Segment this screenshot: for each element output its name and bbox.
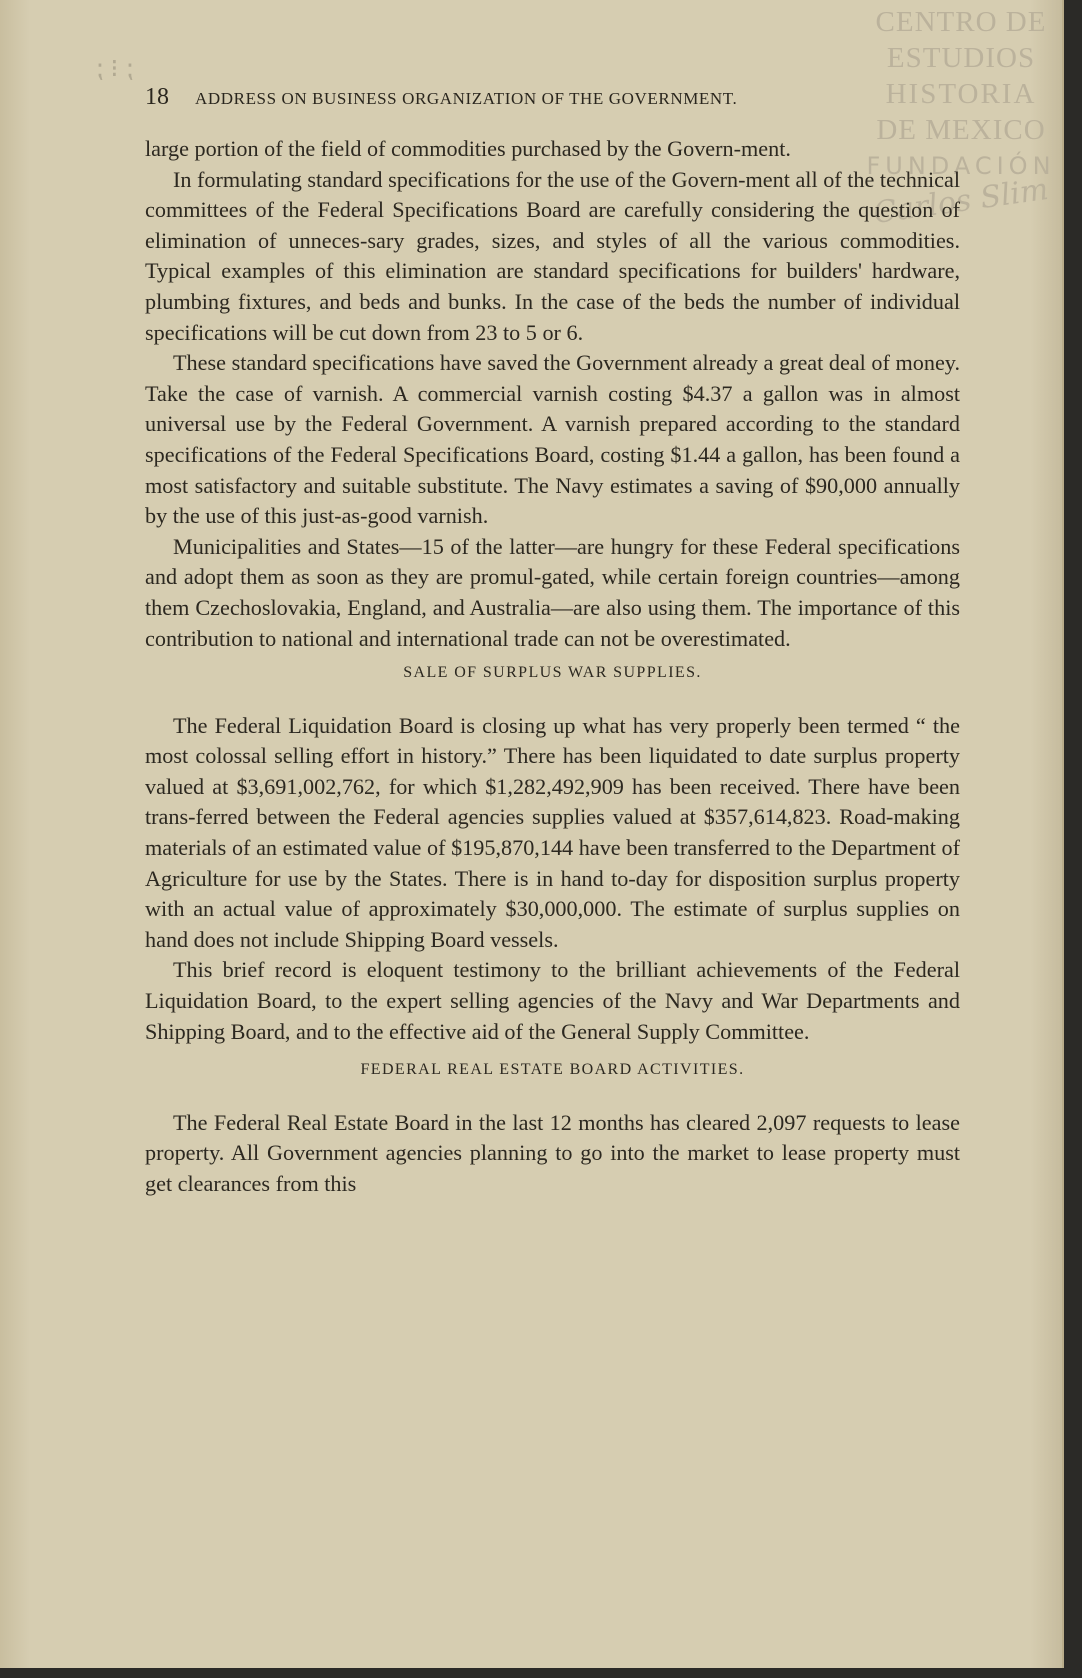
watermark-signature: Carlos Slim bbox=[871, 171, 1051, 232]
watermark-line-1: CENTRO DE bbox=[875, 6, 1047, 38]
page-body bbox=[145, 134, 960, 1200]
margin-marks: ⁏ ⁝ ⁏ bbox=[95, 54, 134, 83]
paragraph-continued: large portion of the field of commodities purchased by the Govern-ment. bbox=[145, 136, 791, 161]
watermark-line-5: FUNDACIÓN bbox=[866, 152, 1056, 180]
section-heading-surplus-supplies: SALE OF SURPLUS WAR SUPPLIES. bbox=[403, 664, 702, 682]
paragraph-varnish-savings: These standard specifications have saved the Government already a great deal of money. Take the case of varnish. A commercial varnish costing $4.37 a gallon was in almost universal use by the Federal Government. A varnish prepared according to the standard specifications of the Federal Specifications Board, costing $1.44 a gallon, has been found a most satisfactory and suitable substitute. The Navy estimates a saving of $90,000 annually by the use of this just-as-good varnish. bbox=[145, 350, 960, 529]
page-number: 18 bbox=[145, 84, 169, 110]
section-heading-real-estate-board: FEDERAL REAL ESTATE BOARD ACTIVITIES. bbox=[360, 1061, 745, 1079]
paragraph-real-estate: The Federal Real Estate Board in the last 12 months has cleared 2,097 requests to lease property. All Government agencies planning to go into the market to lease property must get clearances from this bbox=[145, 1109, 960, 1196]
paragraph-brief-record: This brief record is eloquent testimony to the brilliant achievements of the Federal Liquidation Board, to the expert selling agencies of the Navy and War Departments and Shipping Board, and to the effective aid of the General Supply Committee. bbox=[145, 957, 960, 1044]
paragraph-specifications: In formulating standard specifications for the use of the Govern-ment all of the technical committees of the Federal Specifications Board are carefully considering the question of elimination of unneces-sary grades, sizes, and styles of all the various commodities. Typical examples of this elimination are standard specifications for builders' hardware, plumbing fixtures, and beds and bunks. In the case of the beds the number of individual specifications will be cut down from 23 to 5 or 6. bbox=[145, 166, 960, 345]
page-header bbox=[145, 84, 960, 111]
watermark-line-2: ESTUDIOS bbox=[886, 42, 1036, 74]
watermark-line-3: HISTORIA bbox=[885, 78, 1037, 110]
paragraph-liquidation-board: The Federal Liquidation Board is closing up what has very properly been termed “ the most colossal selling effort in history.” There has been liquidated to date surplus property valued at $3,691,002,762, for which $1,282,492,909 has been received. There have been trans-ferred between the Federal agencies supplies valued at $357,614,823. Road-making materials of an estimated value of $195,870,144 have been transferred to the Department of Agriculture for use by the States. There is in hand to-day for disposition surplus property with an actual value of approximately $30,000,000. The estimate of surplus supplies on hand does not include Shipping Board vessels. bbox=[145, 712, 960, 952]
watermark-line-4: DE MEXICO bbox=[876, 114, 1046, 146]
running-title: ADDRESS ON BUSINESS ORGANIZATION OF THE GOVERNMENT. bbox=[195, 89, 738, 108]
paragraph-municipalities: Municipalities and States—15 of the latter—are hungry for these Federal specifications and adopt them as soon as they are promul-gated, while certain foreign countries—among them Czechoslovakia, England, and Australia—are also using them. The importance of this contribution to national and international trade can not be overestimated. bbox=[145, 533, 960, 651]
